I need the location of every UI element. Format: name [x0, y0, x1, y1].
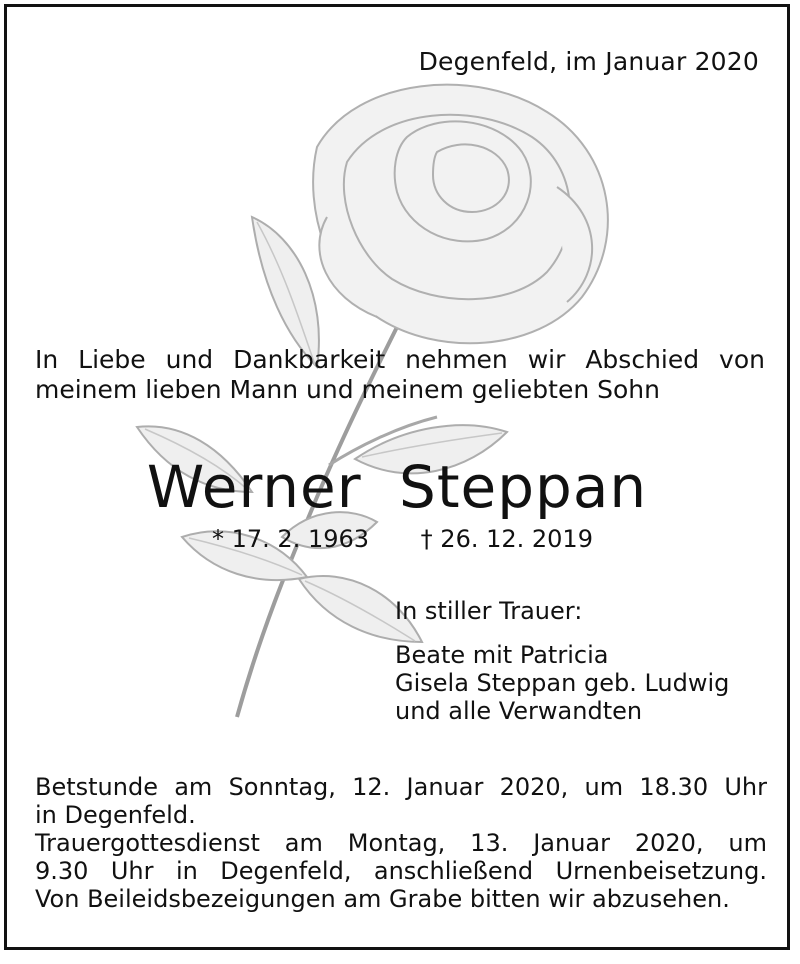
- life-dates: [212, 525, 593, 553]
- birth-date: * 17. 2. 1963: [212, 525, 370, 553]
- service-details: [35, 773, 767, 913]
- deceased-name: [7, 453, 787, 521]
- last-name: Steppan: [399, 453, 648, 521]
- service-line: 9.30 Uhr in Degenfeld, anschließend Urnenbeisetzung.: [35, 857, 767, 885]
- service-line: Von Beileidsbezeigungen am Grabe bitten wir abzusehen.: [35, 885, 730, 913]
- service-line: Trauergottesdienst am Montag, 13. Januar 2020, um: [35, 829, 767, 857]
- service-line: in Degenfeld.: [35, 801, 196, 829]
- intro-line: In Liebe und Dankbarkeit nehmen wir Abschied von: [35, 345, 765, 374]
- death-date: † 26. 12. 2019: [420, 525, 593, 553]
- first-name: Werner: [146, 453, 362, 521]
- place-date: Degenfeld, im Januar 2020: [418, 47, 759, 76]
- mourners-list: [395, 641, 729, 725]
- service-line: Betstunde am Sonntag, 12. Januar 2020, um 18.30 Uhr: [35, 773, 767, 801]
- mourning-title: In stiller Trauer:: [395, 597, 583, 625]
- intro-text: [35, 345, 765, 405]
- obituary-notice: [4, 4, 790, 950]
- mourner-name: und alle Verwandten: [395, 697, 643, 725]
- mourner-name: Gisela Steppan geb. Ludwig: [395, 669, 730, 697]
- intro-line: meinem lieben Mann und meinem geliebten Sohn: [35, 375, 660, 404]
- mourner-name: Beate mit Patricia: [395, 641, 609, 669]
